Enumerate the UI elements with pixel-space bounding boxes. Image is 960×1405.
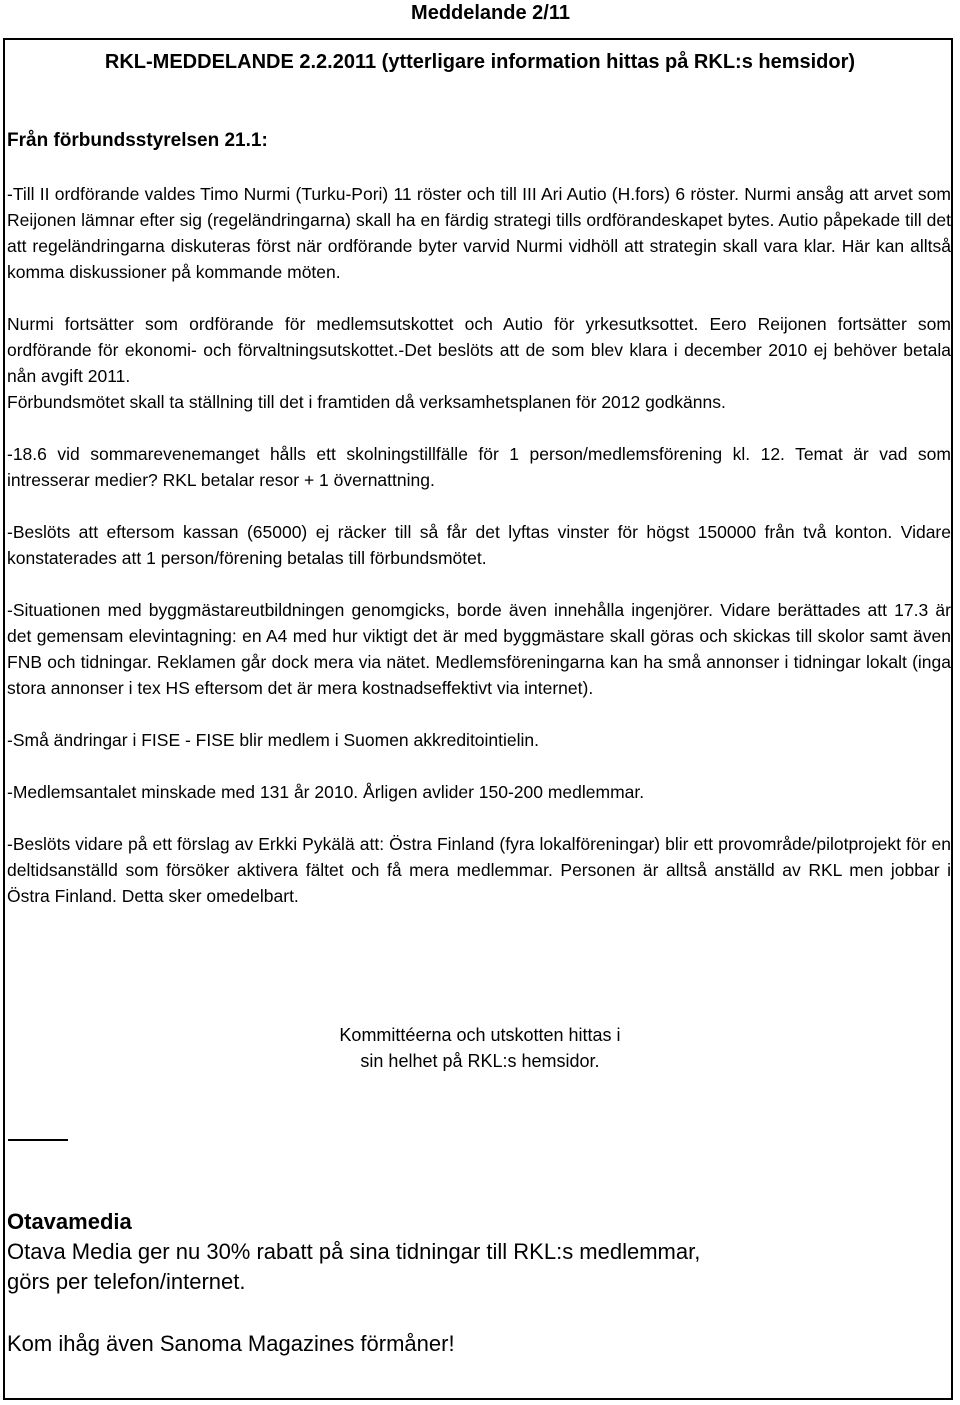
ad-line2: görs per telefon/internet. [7, 1269, 246, 1294]
ad-line1: Otava Media ger nu 30% rabatt på sina tidningar till RKL:s medlemmar, [7, 1239, 701, 1264]
document-title: RKL-MEDDELANDE 2.2.2011 (ytterligare information hittas på RKL:s hemsidor) [104, 51, 856, 73]
spacer [7, 493, 951, 519]
spacer [7, 571, 951, 597]
footer-note [0, 1022, 960, 1074]
paragraph-education: -Situationen med byggmästareutbildningen genomgicks, borde även innehålla ingenjörer. Vidare berättades att 17.3 är det gemensam elevintagning: en A4 med hur viktigt det är med byggmästare skall göras och skickas till skolor samt även FNB och tidningar. Reklamen går dock mera via nätet. Medlemsföreningarna kan ha små annonser i tidningar lokalt (inga stora annonser i tex HS eftersom det är mera kostnadseffektivt via internet). [7, 600, 951, 698]
footer-note-line1: Kommittéerna och utskotten hittas i [339, 1025, 621, 1045]
paragraph-membership: -Medlemsantalet minskade med 131 år 2010. Årligen avlider 150-200 medlemmar. [7, 782, 645, 802]
spacer [7, 285, 951, 311]
spacer [7, 1297, 937, 1329]
footer-note-line2: sin helhet på RKL:s hemsidor. [360, 1051, 600, 1071]
section-heading: Från förbundsstyrelsen 21.1: [7, 130, 268, 151]
spacer [7, 753, 951, 779]
ad-title: Otavamedia [7, 1209, 132, 1234]
ad-line3: Kom ihåg även Sanoma Magazines förmåner! [7, 1331, 455, 1356]
page-header-label: Meddelande 2/11 [411, 2, 570, 24]
divider-rule [8, 1139, 68, 1141]
page-header [0, 0, 960, 26]
spacer [7, 415, 951, 441]
paragraph-pilot-project: -Beslöts vidare på ett förslag av Erkki Pykälä att: Östra Finland (fyra lokalföreningar) blir ett provområde/pilotprojekt för en deltidsanställd som försöker aktivera fältet och få mera medlemmar. Personen är alltså anställd av RKL men jobbar i Östra Finland. Detta sker omedelbart. [7, 834, 951, 906]
otavamedia-ad [7, 1207, 937, 1359]
spacer [7, 154, 951, 181]
paragraph-summer-event: -18.6 vid sommarevenemanget hålls ett skolningstillfälle för 1 person/medlemsförening kl. 12. Temat är vad som intresserar medier? RKL betalar resor + 1 övernattning. [7, 444, 951, 490]
paragraph-fise: -Små ändringar i FISE - FISE blir medlem i Suomen akkreditointielin. [7, 730, 540, 750]
paragraph-finances: -Beslöts att eftersom kassan (65000) ej räcker till så får det lyftas vinster för högst 150000 från två konton. Vidare konstaterades att 1 person/förening betalas till förbundsmötet. [7, 522, 951, 568]
spacer [7, 701, 951, 727]
spacer [7, 805, 951, 831]
paragraph-assembly: Förbundsmötet skall ta ställning till det i framtiden då verksamhetsplanen för 2012 godkänns. [7, 392, 726, 412]
paragraph-election: -Till II ordförande valdes Timo Nurmi (Turku-Pori) 11 röster och till III Ari Autio (H.fors) 6 röster. Nurmi ansåg att arvet som Reijonen lämnar efter sig (regeländringarna) skall ha en färdig strategi tills ordförandeskapet bytes. Autio påpekade till det att regeländringarna diskuteras först när ordförande byter varvid Nurmi vidhöll att strategin skall vara klar. Här kan alltså komma diskussioner på kommande möten. [7, 184, 951, 282]
paragraph-committees: Nurmi fortsätter som ordförande för medlemsutskottet och Autio för yrkesutksottet. Eero Reijonen fortsätter som ordförande för ekonomi- och förvaltningsutskottet.-Det beslöts att de som blev klara i december 2010 ej behöver betala nån avgift 2011. [7, 314, 951, 386]
main-content [7, 128, 951, 909]
